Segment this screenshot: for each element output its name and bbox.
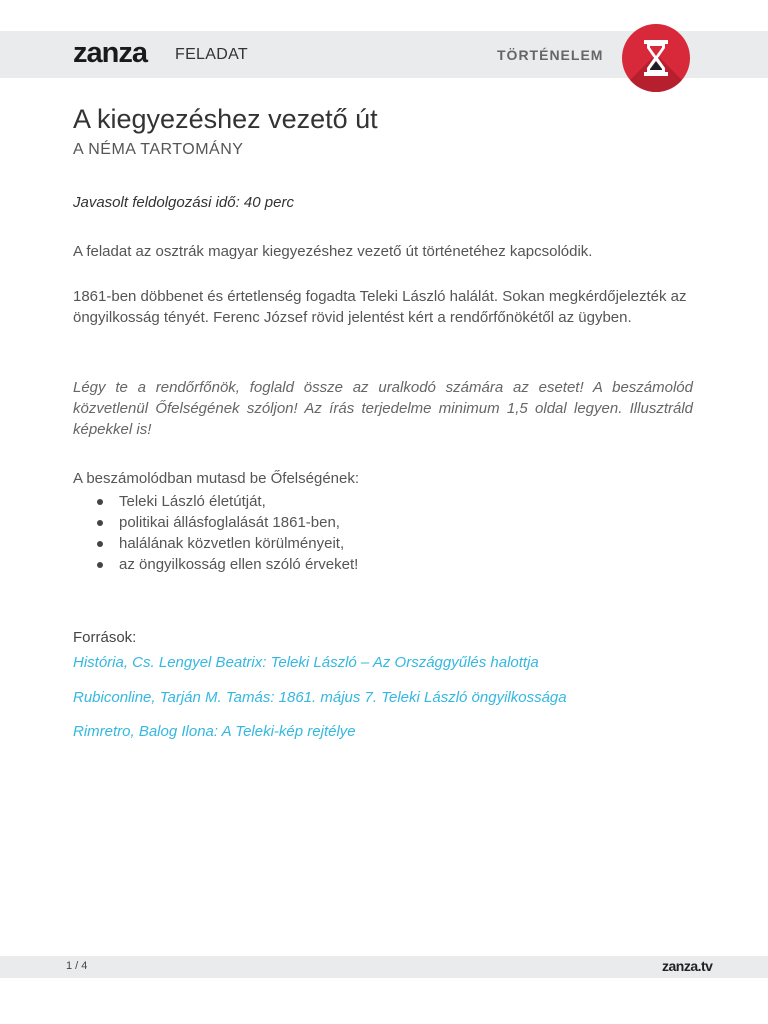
subject-badge — [622, 24, 690, 92]
task-paragraph: Légy te a rendőrfőnök, foglald össze az uralkodó számára az esetet! A beszámolód közvetlenül Őfelségének szóljon! Az írás terjedelme minimum 1,5 oldal legyen. Illusztráld képekkel is! — [73, 379, 693, 438]
source-link-historia[interactable]: História, Cs. Lengyel Beatrix: Teleki László – Az Országgyűlés halottja — [73, 654, 539, 671]
logo-subtitle: FELADAT — [175, 46, 248, 63]
header-bar — [0, 31, 768, 78]
list-item: az öngyilkosság ellen szóló érveket! — [73, 554, 358, 575]
page-number: 1 / 4 — [66, 960, 88, 972]
list-item: Teleki László életútját, — [73, 491, 358, 512]
source-link-rimretro[interactable]: Rimretro, Balog Ilona: A Teleki-kép rejtélye — [73, 723, 356, 740]
sources-label: Források: — [73, 629, 137, 646]
suggested-time: Javasolt feldolgozási idő: 40 perc — [73, 194, 294, 211]
intro-paragraph: A feladat az osztrák magyar kiegyezéshez vezető út történetéhez kapcsolódik. — [73, 243, 593, 260]
list-item: halálának közvetlen körülményeit, — [73, 533, 358, 554]
page-title: A kiegyezéshez vezető út — [73, 104, 378, 134]
subject-label: TÖRTÉNELEM — [497, 47, 604, 63]
list-intro: A beszámolódban mutasd be Őfelségének: — [73, 470, 360, 487]
page-subtitle: A NÉMA TARTOMÁNY — [73, 141, 244, 158]
context-paragraph: 1861-ben döbbenet és értetlenség fogadta Teleki László halálát. Sokan megkérdőjelezték az öngyilkosság tényét. Ferenc József rövid jelentést kért a rendőrfőnökétől az ügyben. — [73, 288, 687, 326]
footer-bar — [0, 956, 768, 978]
zanza-logo[interactable]: zanza — [73, 37, 147, 69]
task-list — [73, 491, 358, 575]
footer-logo[interactable]: zanza.tv — [662, 958, 713, 974]
list-item: politikai állásfoglalását 1861-ben, — [73, 512, 358, 533]
hourglass-icon — [622, 24, 690, 92]
source-link-rubicon[interactable]: Rubiconline, Tarján M. Tamás: 1861. május 7. Teleki László öngyilkossága — [73, 689, 567, 706]
